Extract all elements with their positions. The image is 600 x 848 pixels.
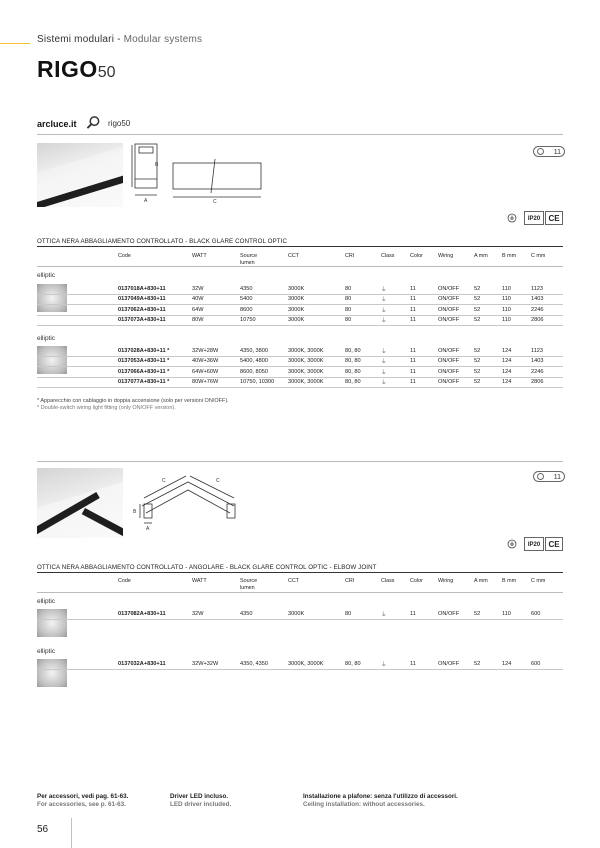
header-subtitle: Modular systems — [123, 34, 203, 45]
optic-label: elliptic — [37, 272, 56, 279]
product-photo-elbow — [37, 468, 123, 538]
col-watt: WATT — [192, 578, 207, 584]
footer-installation-en: Ceiling installation: without accessories. — [303, 801, 425, 808]
table-row[interactable]: 0137062A+830+11 64W 8600 3000K 80 ⏚ 11 ON/OFF 52 110 2246 — [37, 305, 563, 316]
ground-class-icon — [507, 539, 517, 549]
lamp-class-badge — [533, 146, 565, 157]
dim-label-c: C — [216, 478, 220, 484]
table-row[interactable]: 0137053A+830+11 * 40W+36W 5400, 4800 3000K, 3000K 80, 80 ⏚ 11 ON/OFF 52 124 1403 — [37, 356, 563, 367]
page-number: 56 — [37, 824, 49, 835]
col-code: Code — [118, 253, 131, 259]
footer-accessories-it: Per accessori, vedi pag. 61-63. — [37, 793, 129, 800]
search-query: rigo50 — [108, 119, 131, 128]
ground-class-icon — [507, 213, 517, 223]
site-link[interactable]: arcluce.it — [37, 119, 77, 129]
col-lumen: Source lumen — [240, 578, 258, 591]
product-photo-linear — [37, 143, 123, 207]
ip20-icon: IP20 — [524, 211, 544, 225]
table-row[interactable]: 0137032A+830+11 32W+32W 4350, 4350 3000K, 3000K 80, 80 ⏚ 11 ON/OFF 52 124 600 — [37, 659, 563, 669]
ceiling-shape — [37, 143, 123, 173]
circle-icon — [537, 473, 544, 480]
optic-label: elliptic — [37, 648, 56, 655]
dimension-drawing-elbow — [130, 468, 245, 538]
col-color: Color — [410, 578, 423, 584]
header-accent-line — [0, 43, 30, 44]
footer-driver-it: Driver LED incluso. — [170, 793, 229, 800]
dim-label-b: B — [155, 162, 159, 168]
col-wiring: Wiring — [438, 578, 454, 584]
col-a: A mm — [474, 253, 488, 259]
section2-header-rule — [37, 592, 563, 593]
lamp-class-badge — [533, 471, 565, 482]
col-c: C mm — [531, 253, 546, 259]
page-header — [37, 34, 202, 45]
footer-driver-en: LED driver included. — [170, 801, 232, 808]
footer-accessories-en: For accessories, see p. 61-63. — [37, 801, 126, 808]
section2-title: OTTICA NERA ABBAGLIAMENTO CONTROLLATO - ANGOLARE - BLACK GLARE CONTROL OPTIC - ELBOW JOINT — [37, 564, 377, 571]
col-cri: CRI — [345, 253, 355, 259]
product-name-bold: RIGO — [37, 56, 98, 82]
badge-value: 11 — [553, 474, 561, 481]
search-divider — [37, 134, 563, 135]
table-row[interactable]: 0137077A+830+11 * 80W+76W 10750, 10300 3000K, 3000K 80, 80 ⏚ 11 ON/OFF 52 124 2806 — [37, 377, 563, 388]
luminaire-bar — [37, 173, 123, 207]
dim-label-a: A — [146, 526, 150, 532]
col-cri: CRI — [345, 578, 355, 584]
col-watt: WATT — [192, 253, 207, 259]
spec-table-s1g2 — [37, 346, 563, 388]
col-a: A mm — [474, 578, 488, 584]
footer-driver — [170, 793, 231, 809]
col-wiring: Wiring — [438, 253, 454, 259]
table-row[interactable]: 0137018A+830+11 32W 4350 3000K 80 ⏚ 11 ON/OFF 52 110 1123 — [37, 284, 563, 294]
col-c: C mm — [531, 578, 546, 584]
footer-installation-it: Installazione a plafone: senza l'utilizzo di accessori. — [303, 793, 458, 800]
product-title — [37, 56, 116, 83]
col-code: Code — [118, 578, 131, 584]
section1-title-rule — [37, 246, 563, 247]
section2-title-rule — [37, 572, 563, 573]
circle-icon — [537, 148, 544, 155]
luminaire-bar — [82, 508, 123, 538]
footer-accent-line — [71, 818, 72, 848]
table-row[interactable]: 0137028A+830+11 * 32W+28W 4350, 3800 3000K, 3000K 80, 80 ⏚ 11 ON/OFF 52 124 1123 — [37, 346, 563, 356]
ip20-icon: IP20 — [524, 537, 544, 551]
section-divider — [37, 461, 563, 462]
dim-label-b: B — [133, 509, 137, 515]
table-row[interactable]: 0137082A+830+11 32W 4350 3000K 80 ⏚ 11 ON/OFF 52 110 600 — [37, 609, 563, 619]
col-cct: CCT — [288, 253, 300, 259]
ce-mark-icon: CE — [545, 211, 563, 225]
optic-label: elliptic — [37, 335, 56, 342]
badge-value: 11 — [553, 149, 561, 156]
col-b: B mm — [502, 253, 517, 259]
col-cct: CCT — [288, 578, 300, 584]
header-separator: - — [114, 34, 124, 45]
spec-table-s1g1 — [37, 284, 563, 326]
section1-title: OTTICA NERA ABBAGLIAMENTO CONTROLLATO - BLACK GLARE CONTROL OPTIC — [37, 238, 288, 245]
dim-label-a: A — [144, 198, 148, 204]
footer-accessories — [37, 793, 128, 809]
dim-label-c: C — [162, 478, 166, 484]
footnote-it: * Apparecchio con cablaggio in doppia accensione (solo per versioni ON/OFF). — [37, 398, 229, 404]
col-lumen: Source lumen — [240, 253, 258, 266]
ce-mark-icon: CE — [545, 537, 563, 551]
table-row[interactable]: 0137073A+830+11 80W 10750 3000K 80 ⏚ 11 ON/OFF 52 110 2806 — [37, 315, 563, 326]
product-name-light: 50 — [97, 64, 116, 81]
col-b: B mm — [502, 578, 517, 584]
spec-table-s2g2 — [37, 659, 563, 670]
col-class: Class — [381, 578, 395, 584]
col-class: Class — [381, 253, 395, 259]
optic-label: elliptic — [37, 598, 56, 605]
col-color: Color — [410, 253, 423, 259]
dimension-drawing-linear — [127, 141, 267, 207]
footnote-en: * Double-switch wiring light fitting (only ON/OFF version). — [37, 405, 176, 411]
section1-header-rule — [37, 266, 563, 267]
footer-installation — [303, 793, 458, 809]
table-row[interactable]: 0137066A+830+11 * 64W+60W 8600, 8050 3000K, 3000K 80, 80 ⏚ 11 ON/OFF 52 124 2246 — [37, 367, 563, 378]
spec-table-s2g1 — [37, 609, 563, 620]
dim-label-c: C — [213, 199, 217, 205]
header-brand: Sistemi modulari — [37, 34, 115, 45]
table-row[interactable]: 0137049A+830+11 40W 5400 3000K 80 ⏚ 11 ON/OFF 52 110 1403 — [37, 294, 563, 305]
search-icon[interactable] — [86, 115, 101, 130]
